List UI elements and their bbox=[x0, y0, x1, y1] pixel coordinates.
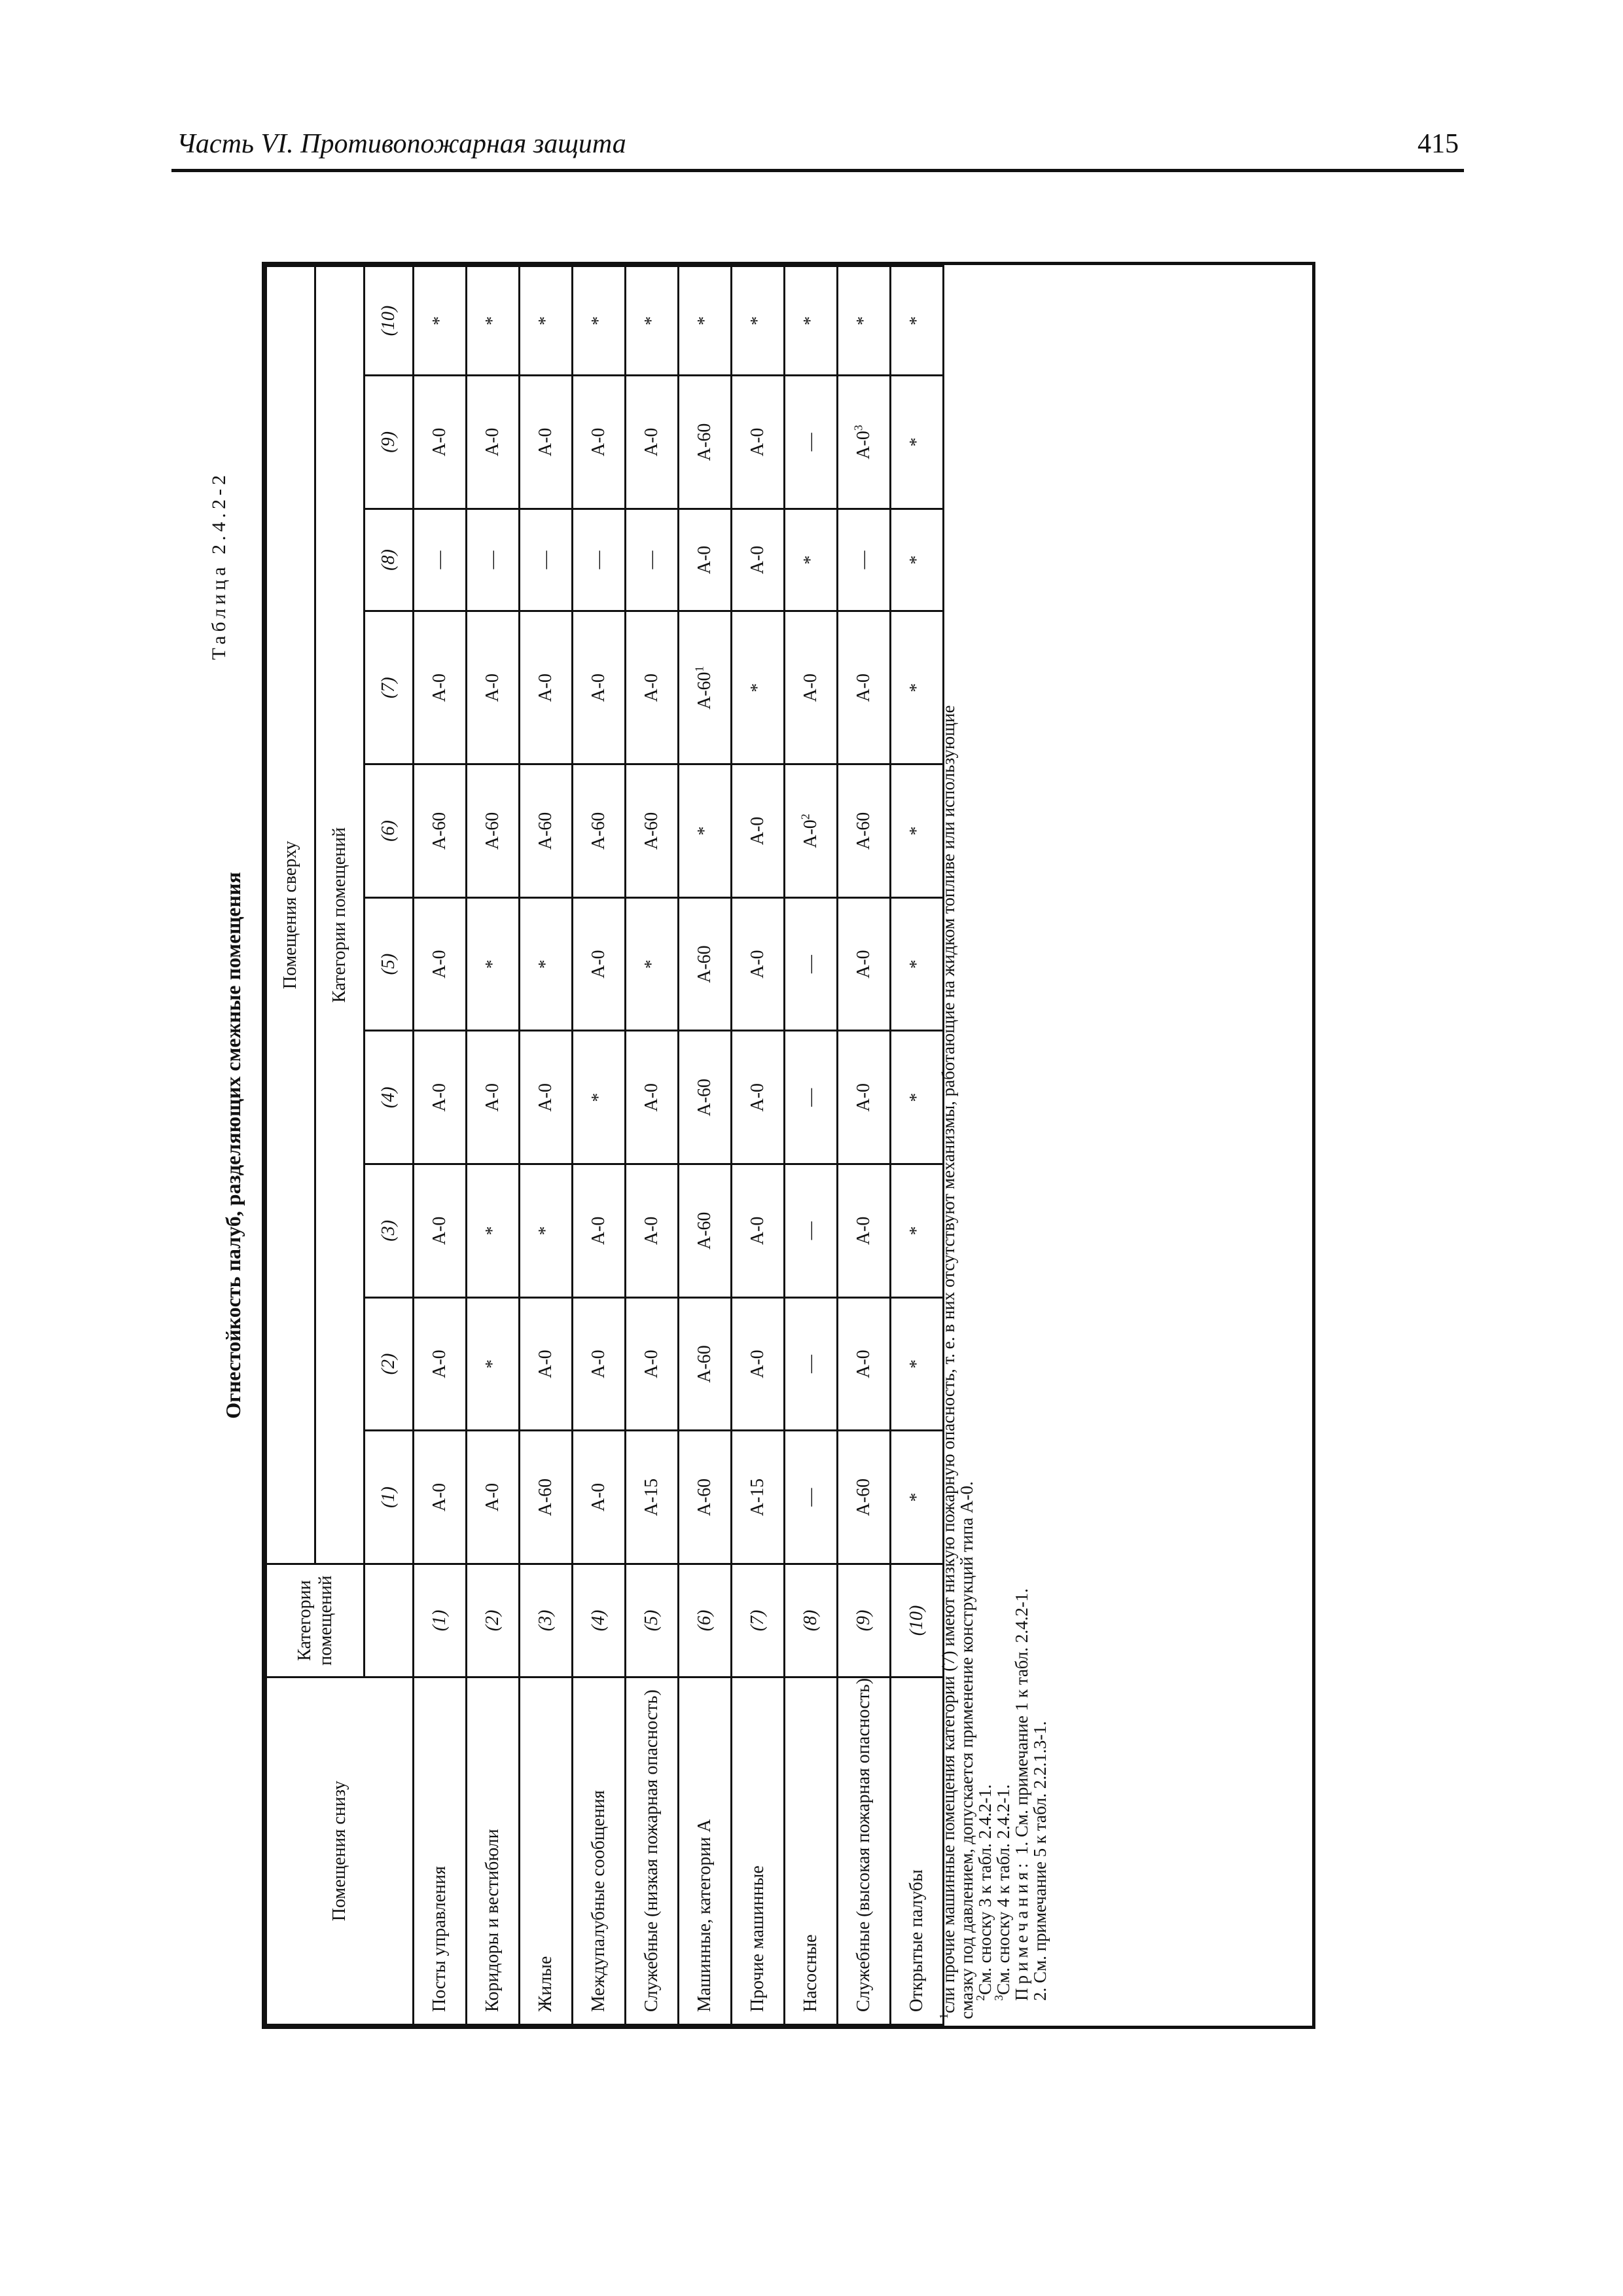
cell-value: A-60 bbox=[853, 812, 874, 850]
table-cell bbox=[838, 1431, 891, 1564]
table-cell bbox=[626, 764, 679, 898]
row-label: Прочие машинные bbox=[732, 1677, 785, 2024]
table-cell bbox=[838, 1297, 891, 1431]
cell-value: A-0 bbox=[588, 950, 609, 978]
table-cell bbox=[891, 764, 944, 898]
table-cell bbox=[785, 1297, 838, 1431]
table-cell bbox=[732, 1297, 785, 1431]
cell-value: A-60 bbox=[694, 423, 715, 461]
row-label: Междупалубные сообщения bbox=[573, 1677, 626, 2024]
table-cell bbox=[573, 611, 626, 764]
cell-value: A-0 bbox=[800, 673, 821, 702]
cell-value: A-0 bbox=[853, 431, 874, 459]
cell-value: A-0 bbox=[747, 427, 768, 457]
cell-value: A-0 bbox=[853, 673, 874, 702]
table-cell bbox=[467, 1297, 520, 1431]
row-category: (8) bbox=[785, 1564, 838, 1677]
row-label: Посты управления bbox=[414, 1677, 467, 2024]
footnote-2-text: См. сноску 3 к табл. 2.4.2-1. bbox=[975, 1784, 995, 1995]
cell-value: * bbox=[641, 960, 662, 969]
row-category: (1) bbox=[414, 1564, 467, 1677]
table-cell bbox=[785, 1031, 838, 1164]
cell-value: * bbox=[535, 960, 556, 969]
table-cell bbox=[679, 897, 732, 1031]
footnote-2-marker: 2 bbox=[974, 1995, 987, 2001]
footnote-3-text: См. сноску 4 к табл. 2.4.2-1. bbox=[993, 1784, 1013, 1995]
table-cell bbox=[414, 1031, 467, 1164]
column-number: (4) bbox=[365, 1031, 414, 1164]
cell-value: * bbox=[588, 1092, 609, 1102]
table-cell bbox=[414, 764, 467, 898]
table-cell bbox=[573, 1164, 626, 1298]
cell-value: A-60 bbox=[694, 1345, 715, 1383]
cell-value: * bbox=[482, 960, 503, 969]
table-cell bbox=[573, 764, 626, 898]
cell-value: A-0 bbox=[588, 1482, 609, 1512]
table-cell bbox=[679, 1031, 732, 1164]
row-label: Машинные, категории A bbox=[679, 1677, 732, 2024]
table-cell bbox=[467, 1031, 520, 1164]
cell-value: A-0 bbox=[747, 816, 768, 846]
cell-value: A-60 bbox=[641, 812, 662, 850]
cell-value: A-60 bbox=[482, 812, 503, 850]
table-row bbox=[626, 266, 679, 2025]
table-cell bbox=[414, 1297, 467, 1431]
table-cell bbox=[891, 266, 944, 376]
cell-value: A-0 bbox=[482, 1482, 503, 1512]
cell-value: * bbox=[800, 555, 821, 565]
cell-value: * bbox=[906, 960, 927, 969]
table-cell bbox=[467, 1431, 520, 1564]
table-cell bbox=[891, 897, 944, 1031]
table-cell bbox=[891, 1031, 944, 1164]
table-cell bbox=[626, 1431, 679, 1564]
cell-value: A-0 bbox=[694, 545, 715, 575]
header-title: Часть VI. Противопожарная защита bbox=[177, 129, 626, 159]
table-cell bbox=[679, 266, 732, 376]
table-cell bbox=[732, 509, 785, 611]
column-number: (8) bbox=[365, 509, 414, 611]
column-number: (10) bbox=[365, 266, 414, 376]
cell-value: * bbox=[800, 316, 821, 326]
cell-value: A-0 bbox=[641, 1083, 662, 1112]
table-cell bbox=[520, 509, 573, 611]
table-cell bbox=[573, 509, 626, 611]
table-cell bbox=[891, 1297, 944, 1431]
cell-value: A-0 bbox=[641, 427, 662, 457]
table-cell bbox=[414, 1431, 467, 1564]
cell-value: A-0 bbox=[429, 1350, 450, 1378]
cell-value: — bbox=[482, 550, 503, 569]
cell-value: — bbox=[641, 550, 662, 569]
column-number: (5) bbox=[365, 897, 414, 1031]
table-cell bbox=[679, 1297, 732, 1431]
cell-footnote-marker: 1 bbox=[692, 666, 706, 672]
cell-value: — bbox=[800, 1088, 821, 1107]
cell-value: A-0 bbox=[535, 1083, 556, 1112]
row-label: Жилые bbox=[520, 1677, 573, 2024]
table-cell bbox=[838, 509, 891, 611]
table-cell bbox=[732, 1431, 785, 1564]
table-row bbox=[732, 266, 785, 2025]
table-cell bbox=[626, 266, 679, 376]
cell-value: * bbox=[482, 1359, 503, 1369]
table-cell bbox=[626, 509, 679, 611]
table-row bbox=[467, 266, 520, 2025]
table-row bbox=[573, 266, 626, 2025]
table-cell bbox=[467, 509, 520, 611]
cell-value: * bbox=[906, 1226, 927, 1236]
cell-value: A-0 bbox=[535, 1350, 556, 1378]
table-cell bbox=[520, 1431, 573, 1564]
table-cell bbox=[732, 1031, 785, 1164]
table-cell bbox=[679, 509, 732, 611]
table-cell bbox=[679, 1164, 732, 1298]
cell-value: — bbox=[800, 1355, 821, 1373]
table-cell bbox=[785, 1431, 838, 1564]
row-category: (5) bbox=[626, 1564, 679, 1677]
table-cell bbox=[414, 509, 467, 611]
table-cell bbox=[785, 376, 838, 509]
column-number: (1) bbox=[365, 1431, 414, 1564]
cell-value: * bbox=[588, 316, 609, 326]
table-cell bbox=[520, 266, 573, 376]
table-cell bbox=[732, 764, 785, 898]
table-cell bbox=[838, 1031, 891, 1164]
cell-value: A-0 bbox=[588, 427, 609, 457]
table-cell bbox=[838, 897, 891, 1031]
cell-value: A-0 bbox=[429, 673, 450, 702]
cell-value: A-0 bbox=[588, 673, 609, 702]
cell-value: A-0 bbox=[482, 1083, 503, 1112]
footnote-2 bbox=[976, 278, 994, 2019]
header-below: Помещения снизу bbox=[266, 1677, 414, 2024]
footnote-1-text: сли прочие машинные помещения категории (7) имеют низкую пожарную опасность, т. е. в них отсутствуют механизмы, работающие на жидком топливе или использующие bbox=[938, 705, 958, 2013]
table-cell bbox=[467, 764, 520, 898]
column-number: (7) bbox=[365, 611, 414, 764]
cell-value: A-0 bbox=[429, 950, 450, 978]
cell-value: — bbox=[535, 550, 556, 569]
table-cell bbox=[520, 764, 573, 898]
cell-footnote-marker: 3 bbox=[851, 425, 865, 431]
table-cell bbox=[838, 266, 891, 376]
table-cell bbox=[626, 376, 679, 509]
row-label: Коридоры и вестибюли bbox=[467, 1677, 520, 2024]
cell-value: * bbox=[906, 683, 927, 692]
row-category: (9) bbox=[838, 1564, 891, 1677]
cell-value: A-0 bbox=[429, 1482, 450, 1512]
cell-value: — bbox=[429, 550, 450, 569]
cell-value: * bbox=[906, 1092, 927, 1102]
cell-value: * bbox=[429, 316, 450, 326]
table-cell bbox=[520, 1031, 573, 1164]
cell-value: A-0 bbox=[747, 950, 768, 978]
table-cell bbox=[838, 764, 891, 898]
footnote-1 bbox=[939, 278, 957, 2019]
row-category: (2) bbox=[467, 1564, 520, 1677]
footnote-1-marker: 1 bbox=[937, 2013, 950, 2019]
table-cell bbox=[679, 376, 732, 509]
table-cell bbox=[573, 376, 626, 509]
table-cell bbox=[626, 897, 679, 1031]
table-label: Таблица 2.4.2-2 bbox=[208, 471, 230, 660]
row-category: (7) bbox=[732, 1564, 785, 1677]
table-cell bbox=[467, 1164, 520, 1298]
column-number: (9) bbox=[365, 376, 414, 509]
rotated-table-block bbox=[208, 262, 1190, 2029]
table-row bbox=[838, 266, 891, 2025]
table-cell bbox=[732, 611, 785, 764]
table-cell bbox=[626, 1031, 679, 1164]
table-cell bbox=[467, 611, 520, 764]
cell-value: * bbox=[906, 1359, 927, 1369]
cell-value: A-0 bbox=[641, 673, 662, 702]
table-cell bbox=[467, 266, 520, 376]
cell-value: * bbox=[906, 1492, 927, 1502]
cell-value: * bbox=[906, 437, 927, 447]
cell-value: A-0 bbox=[747, 1350, 768, 1378]
table-cell bbox=[785, 611, 838, 764]
cell-value: A-0 bbox=[747, 1216, 768, 1246]
note-1: 1. См. примечание 1 к табл. 2.4.2-1. bbox=[1012, 1588, 1031, 1856]
cell-value: A-60 bbox=[694, 672, 715, 710]
cell-value: * bbox=[906, 555, 927, 565]
cell-value: — bbox=[800, 955, 821, 974]
table-cell bbox=[520, 1297, 573, 1431]
cell-value: A-60 bbox=[694, 1078, 715, 1117]
cell-value: * bbox=[641, 316, 662, 326]
row-category: (3) bbox=[520, 1564, 573, 1677]
table-cell bbox=[467, 376, 520, 509]
table-cell bbox=[891, 1164, 944, 1298]
cell-value: A-0 bbox=[429, 1216, 450, 1246]
row-label: Открытые палубы bbox=[891, 1677, 944, 2024]
header-above-sub: Категории помещений bbox=[315, 266, 365, 1564]
cell-value: * bbox=[906, 826, 927, 836]
cell-value: A-0 bbox=[429, 1083, 450, 1112]
cell-value: A-60 bbox=[588, 812, 609, 850]
row-category: (10) bbox=[891, 1564, 944, 1677]
table-cell bbox=[414, 376, 467, 509]
cell-value: A-0 bbox=[429, 427, 450, 457]
note-2: 2. См. примечание 5 к табл. 2.2.1.3-1. bbox=[1030, 1721, 1050, 2001]
cell-value: A-0 bbox=[747, 545, 768, 575]
cell-value: — bbox=[800, 1221, 821, 1240]
cell-value: * bbox=[853, 316, 874, 326]
table-cell bbox=[838, 376, 891, 509]
table-cell bbox=[732, 376, 785, 509]
footnote-3-marker: 3 bbox=[992, 1995, 1005, 2001]
cell-value: * bbox=[482, 1226, 503, 1236]
header-above: Помещения сверху bbox=[266, 266, 315, 1564]
footnotes bbox=[939, 278, 1049, 2019]
cell-value: A-0 bbox=[853, 1083, 874, 1112]
cell-value: * bbox=[906, 316, 927, 326]
footnote-3 bbox=[994, 278, 1012, 2019]
table-cell bbox=[785, 897, 838, 1031]
cell-value: A-0 bbox=[641, 1216, 662, 1246]
table-cell bbox=[414, 611, 467, 764]
header-cat-blank bbox=[365, 1564, 414, 1677]
table-cell bbox=[414, 1164, 467, 1298]
row-category: (4) bbox=[573, 1564, 626, 1677]
cell-value: — bbox=[800, 433, 821, 452]
cell-value: A-0 bbox=[535, 427, 556, 457]
table-caption: Огнестойкость палуб, разделяющих смежные помещения bbox=[221, 872, 245, 1419]
table-cell bbox=[520, 897, 573, 1031]
table-cell bbox=[785, 764, 838, 898]
table-cell bbox=[626, 1297, 679, 1431]
cell-value: * bbox=[535, 1226, 556, 1236]
cell-value: — bbox=[853, 550, 874, 569]
row-label: Служебные (высокая пожарная опасность) bbox=[838, 1677, 891, 2024]
table-cell bbox=[520, 1164, 573, 1298]
table-row bbox=[891, 266, 944, 2025]
cell-value: A-0 bbox=[853, 1216, 874, 1246]
table-row bbox=[520, 266, 573, 2025]
cell-value: A-60 bbox=[694, 945, 715, 983]
table-cell bbox=[679, 764, 732, 898]
cell-value: A-0 bbox=[853, 1350, 874, 1378]
cell-value: A-60 bbox=[535, 812, 556, 850]
table-cell bbox=[732, 897, 785, 1031]
column-number: (6) bbox=[365, 764, 414, 898]
table-row bbox=[785, 266, 838, 2025]
page-header bbox=[171, 128, 1464, 172]
table-cell bbox=[785, 509, 838, 611]
column-number: (3) bbox=[365, 1164, 414, 1298]
cell-value: A-0 bbox=[800, 819, 821, 848]
table-cell bbox=[573, 1297, 626, 1431]
cell-value: — bbox=[588, 550, 609, 569]
table-cell bbox=[732, 1164, 785, 1298]
column-number: (2) bbox=[365, 1297, 414, 1431]
cell-value: A-0 bbox=[641, 1350, 662, 1378]
cell-value: A-0 bbox=[588, 1216, 609, 1246]
table-cell bbox=[626, 611, 679, 764]
table-cell bbox=[573, 266, 626, 376]
cell-footnote-marker: 2 bbox=[798, 814, 812, 820]
row-category: (6) bbox=[679, 1564, 732, 1677]
cell-value: * bbox=[747, 316, 768, 326]
cell-value: A-15 bbox=[747, 1478, 768, 1516]
table-cell bbox=[573, 1431, 626, 1564]
cell-value: * bbox=[694, 826, 715, 836]
table-cell bbox=[626, 1164, 679, 1298]
table-cell bbox=[520, 611, 573, 764]
table-cell bbox=[891, 509, 944, 611]
row-label: Насосные bbox=[785, 1677, 838, 2024]
notes bbox=[1012, 278, 1031, 2019]
cell-value: A-60 bbox=[694, 1211, 715, 1250]
table-cell bbox=[838, 611, 891, 764]
cell-value: A-60 bbox=[535, 1478, 556, 1516]
cell-value: A-0 bbox=[853, 950, 874, 978]
table bbox=[265, 265, 944, 2026]
header-categories: Категории помещений bbox=[266, 1564, 365, 1677]
table-cell bbox=[573, 897, 626, 1031]
cell-value: A-0 bbox=[482, 673, 503, 702]
table-cell bbox=[838, 1164, 891, 1298]
table-row bbox=[414, 266, 467, 2025]
fire-resistance-table bbox=[262, 262, 1315, 2029]
cell-value: A-15 bbox=[641, 1478, 662, 1516]
cell-value: * bbox=[535, 316, 556, 326]
table-cell bbox=[467, 897, 520, 1031]
cell-value: A-0 bbox=[482, 427, 503, 457]
table-cell bbox=[573, 1031, 626, 1164]
footnote-1-continuation: смазку под давлением, допускается применение конструкций типа A-0. bbox=[957, 1481, 976, 2019]
cell-value: * bbox=[482, 316, 503, 326]
cell-value: A-60 bbox=[694, 1478, 715, 1516]
table-cell bbox=[891, 376, 944, 509]
table-cell bbox=[732, 266, 785, 376]
table-cell bbox=[785, 1164, 838, 1298]
row-label: Служебные (низкая пожарная опасность) bbox=[626, 1677, 679, 2024]
table-cell bbox=[891, 1431, 944, 1564]
table-cell bbox=[891, 611, 944, 764]
cell-value: * bbox=[694, 316, 715, 326]
table-cell bbox=[679, 1431, 732, 1564]
cell-value: A-60 bbox=[429, 812, 450, 850]
table-cell bbox=[414, 266, 467, 376]
cell-value: A-0 bbox=[747, 1083, 768, 1112]
table-cell bbox=[414, 897, 467, 1031]
page-number: 415 bbox=[1418, 129, 1459, 159]
cell-value: * bbox=[747, 683, 768, 692]
table-cell bbox=[520, 376, 573, 509]
cell-value: A-0 bbox=[588, 1350, 609, 1378]
cell-value: A-60 bbox=[853, 1478, 874, 1516]
table-cell bbox=[679, 611, 732, 764]
table-row bbox=[679, 266, 732, 2025]
cell-value: A-0 bbox=[535, 673, 556, 702]
cell-value: — bbox=[800, 1488, 821, 1507]
notes-label: Примечания: bbox=[1012, 1859, 1031, 2001]
table-cell bbox=[785, 266, 838, 376]
